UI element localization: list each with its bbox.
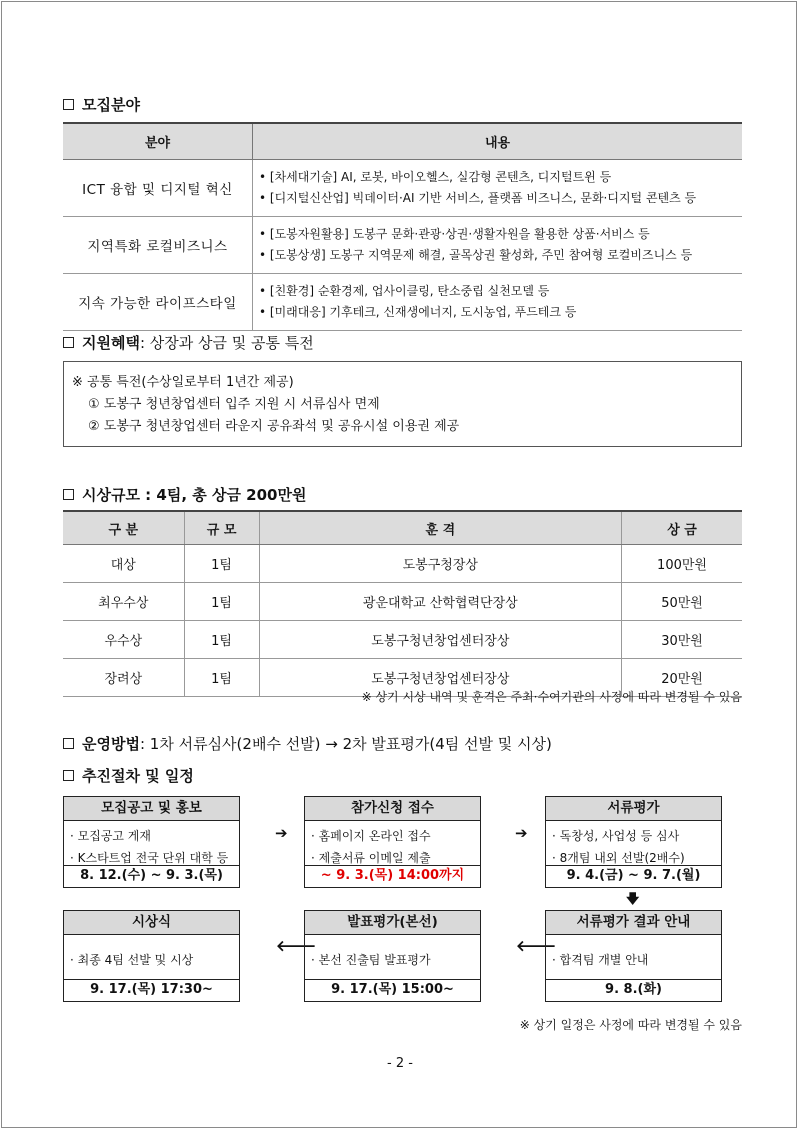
arrow-left-icon: 🡐 (276, 937, 317, 955)
field-item: • [도봉자원활용] 도봉구 문화·관광·상권·생활자원을 활용한 상품·서비스 등 (259, 227, 650, 241)
step-title: 시상식 (64, 911, 239, 935)
field-item: • [친환경] 순환경제, 업사이클링, 탄소중립 실천모델 등 (259, 284, 550, 298)
prizes-note: ※ 상기 시상 내역 및 훈격은 주최·수여기관의 사정에 따라 변경될 수 있음 (361, 690, 742, 704)
section-prize-scale (63, 484, 306, 505)
arrow-right-icon: ➔ (275, 824, 288, 842)
table-row (63, 160, 742, 217)
step-title: 모집공고 및 홍보 (64, 797, 239, 821)
table-cell: 장려상 (63, 659, 184, 697)
table-cell: 1팀 (184, 621, 259, 659)
prizes-table (63, 510, 742, 697)
table-cell: 도봉구청년창업센터장상 (259, 621, 621, 659)
step-date: 9. 17.(목) 15:00~ (305, 979, 480, 1001)
table-cell: 최우수상 (63, 583, 184, 621)
step-line: · 모집공고 게재 (70, 829, 151, 843)
field-item: • [차세대기술] AI, 로봇, 바이오헬스, 실감형 콘텐츠, 디지털트윈 등 (259, 170, 612, 184)
checkbox-icon (63, 770, 74, 781)
step-result-notice (545, 910, 722, 1002)
table-header: 규 모 (184, 511, 259, 545)
step-title: 참가신청 접수 (305, 797, 480, 821)
table-cell: 광운대학교 산학협력단장상 (259, 583, 621, 621)
section-title: 추진절차 및 일정 (82, 767, 194, 785)
step-date: 9. 17.(목) 17:30~ (64, 979, 239, 1001)
field-name: ICT 융합 및 디지털 혁신 (63, 160, 253, 217)
benefits-heading: ※ 공통 특전(수상일로부터 1년간 제공) (72, 375, 294, 390)
step-date: ~ 9. 3.(목) 14:00까지 (305, 865, 480, 887)
table-header: 훈 격 (259, 511, 621, 545)
table-cell: 도봉구청년창업센터장상 (259, 659, 621, 697)
section-subtitle: : 1차 서류심사(2배수 선발) → 2차 발표평가(4팀 선발 및 시상) (139, 735, 552, 753)
field-name: 지역특화 로컬비즈니스 (63, 217, 253, 274)
arrow-down-icon: 🡇 (626, 892, 640, 907)
section-benefits (63, 332, 314, 353)
section-subtitle: : 상장과 상금 및 공통 특전 (139, 334, 314, 352)
step-document-review (545, 796, 722, 888)
step-application (304, 796, 481, 888)
step-ceremony (63, 910, 240, 1002)
page-number: - 2 - (387, 1056, 413, 1071)
table-row (63, 545, 742, 583)
section-recruitment-fields (63, 94, 140, 115)
step-date: 9. 8.(화) (546, 979, 721, 1001)
table-header: 구 분 (63, 511, 184, 545)
benefit-item: ② 도봉구 청년창업센터 라운지 공유좌석 및 공유시설 이용권 제공 (88, 419, 460, 434)
fields-table (63, 122, 742, 331)
field-item: • [도봉상생] 도봉구 지역문제 해결, 골목상권 활성화, 주민 참여형 로컬비즈니스 등 (259, 248, 693, 262)
step-line: · 제출서류 이메일 제출 (311, 851, 431, 865)
step-title: 서류평가 (546, 797, 721, 821)
table-row (63, 274, 742, 331)
table-cell: 50만원 (622, 583, 742, 621)
table-cell: 1팀 (184, 545, 259, 583)
section-schedule (63, 765, 194, 786)
step-title: 서류평가 결과 안내 (546, 911, 721, 935)
table-cell: 우수상 (63, 621, 184, 659)
step-line: · 본선 진출팀 발표평가 (311, 953, 431, 967)
arrow-left-icon: 🡐 (516, 937, 557, 955)
step-line: · 홈페이지 온라인 접수 (311, 829, 431, 843)
benefits-box (63, 361, 742, 447)
step-line: · 독창성, 사업성 등 심사 (552, 829, 680, 843)
table-header: 내용 (253, 123, 743, 160)
step-line: · 합격팀 개별 안내 (552, 953, 649, 967)
arrow-right-icon: ➔ (515, 824, 528, 842)
checkbox-icon (63, 99, 74, 110)
section-title: 운영방법 (82, 735, 140, 753)
step-line: · K스타트업 전국 단위 대학 등 (70, 851, 229, 865)
section-title: 지원혜택 (82, 334, 140, 352)
field-name: 지속 가능한 라이프스타일 (63, 274, 253, 331)
section-operation (63, 733, 552, 754)
table-cell: 20만원 (622, 659, 742, 697)
table-cell: 1팀 (184, 659, 259, 697)
step-date: 8. 12.(수) ~ 9. 3.(목) (64, 865, 239, 887)
step-title: 발표평가(본선) (305, 911, 480, 935)
section-title: 시상규모 : 4팀, 총 상금 200만원 (82, 486, 307, 504)
table-cell: 30만원 (622, 621, 742, 659)
table-row (63, 583, 742, 621)
step-line: · 최종 4팀 선발 및 시상 (70, 953, 194, 967)
checkbox-icon (63, 337, 74, 348)
step-line: · 8개팀 내외 선발(2배수) (552, 851, 685, 865)
benefit-item: ① 도봉구 청년창업센터 입주 지원 시 서류심사 면제 (88, 397, 380, 412)
table-cell: 100만원 (622, 545, 742, 583)
field-item: • [디지털신산업] 빅데이터·AI 기반 서비스, 플랫폼 비즈니스, 문화·디지털 콘텐츠 등 (259, 191, 697, 205)
step-presentation (304, 910, 481, 1002)
checkbox-icon (63, 738, 74, 749)
table-header: 상 금 (622, 511, 742, 545)
schedule-note: ※ 상기 일정은 사정에 따라 변경될 수 있음 (519, 1018, 742, 1032)
table-row (63, 621, 742, 659)
checkbox-icon (63, 489, 74, 500)
section-title: 모집분야 (82, 96, 140, 114)
table-cell: 도봉구청장상 (259, 545, 621, 583)
step-date: 9. 4.(금) ~ 9. 7.(월) (546, 865, 721, 887)
table-header: 분야 (63, 123, 253, 160)
step-recruitment (63, 796, 240, 888)
table-row (63, 217, 742, 274)
field-item: • [미래대응] 기후테크, 신재생에너지, 도시농업, 푸드테크 등 (259, 305, 577, 319)
table-cell: 대상 (63, 545, 184, 583)
table-cell: 1팀 (184, 583, 259, 621)
